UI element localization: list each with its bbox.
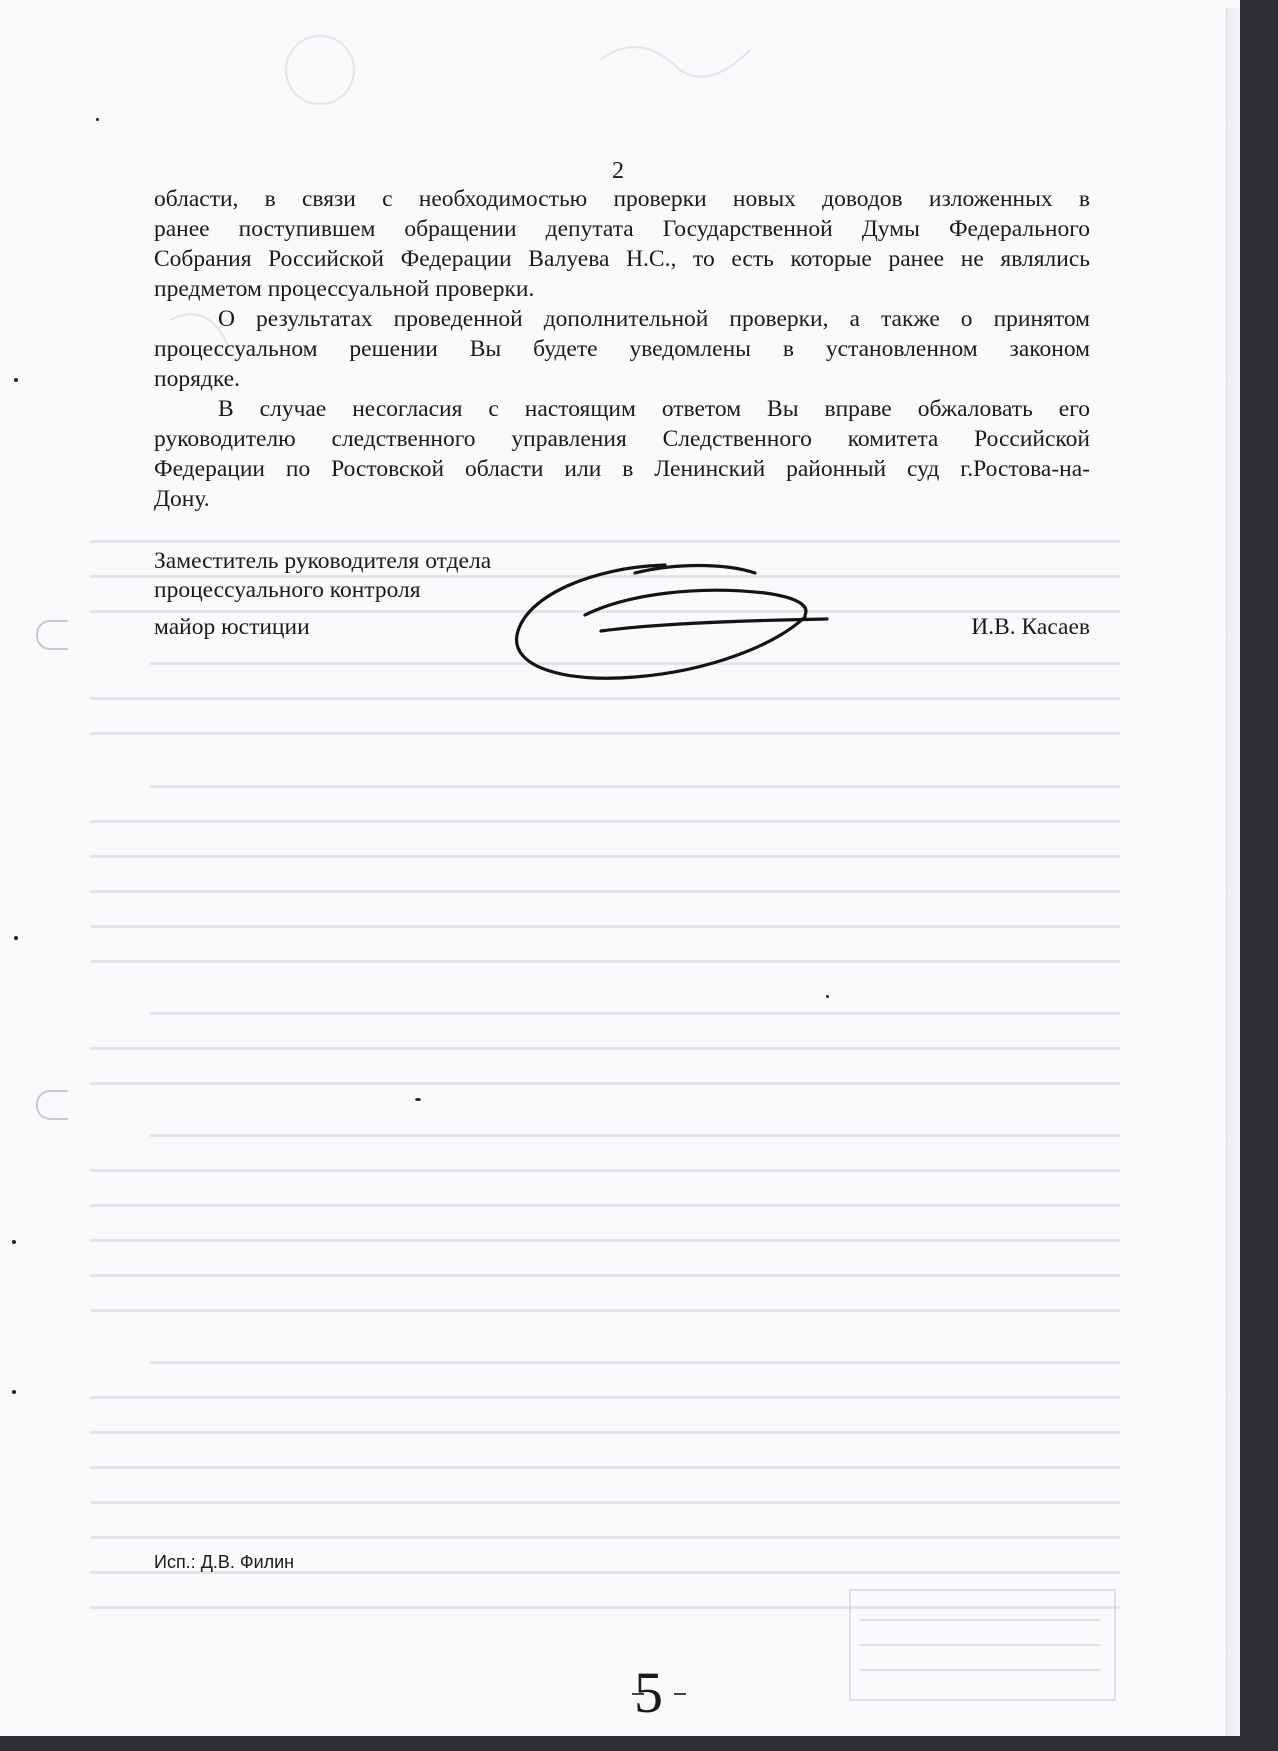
speck <box>826 995 829 998</box>
paragraph-2-line-2: процессуальном решении Вы будете уведомлены в установленном законом <box>154 336 1090 362</box>
signatory-name: И.В. Касаев <box>971 614 1090 640</box>
speck <box>14 936 18 940</box>
speck <box>415 1098 421 1101</box>
handwritten-sheet-number <box>630 1660 690 1730</box>
executor-note: Исп.: Д.В. Филин <box>154 1552 295 1572</box>
paragraph-1-line-4: предметом процессуальной проверки. <box>154 276 535 302</box>
paragraph-2-line-1: О результатах проведенной дополнительной проверки, а также о принятом <box>218 306 1090 332</box>
paragraph-1-line-3: Собрания Российской Федерации Валуева Н.С., то есть которые ранее не являлись <box>154 246 1090 272</box>
speck <box>14 378 18 382</box>
letter-body <box>154 184 1090 514</box>
punch-hole-mark <box>36 620 68 650</box>
paragraph-1-line-2: ранее поступившем обращении депутата Государственной Думы Федерального <box>154 216 1090 242</box>
handwritten-signature <box>505 555 835 695</box>
signatory-position-line-2: процессуального контроля <box>154 577 421 603</box>
speck <box>12 1390 16 1394</box>
signatory-position-line-1: Заместитель руководителя отдела <box>154 548 492 574</box>
punch-hole-mark <box>36 1090 68 1120</box>
paragraph-3-line-3: Федерации по Ростовской области или в Ленинский районный суд г.Ростова-на- <box>154 456 1090 482</box>
paragraph-3-line-4: Дону. <box>154 486 210 512</box>
page-number: 2 <box>612 158 624 184</box>
paragraph-2-line-3: порядке. <box>154 366 240 392</box>
speck <box>12 1240 16 1244</box>
speck <box>96 118 99 121</box>
paragraph-3-line-1: В случае несогласия с настоящим ответом Вы вправе обжаловать его <box>218 396 1090 422</box>
signatory-rank: майор юстиции <box>154 614 310 640</box>
sheet-edge <box>1226 8 1240 1736</box>
paragraph-1-line-1: области, в связи с необходимостью проверки новых доводов изложенных в <box>154 186 1090 212</box>
paragraph-3-line-2: руководителю следственного управления Следственного комитета Российской <box>154 426 1090 452</box>
sheet-number-text: 5 <box>634 1660 663 1725</box>
